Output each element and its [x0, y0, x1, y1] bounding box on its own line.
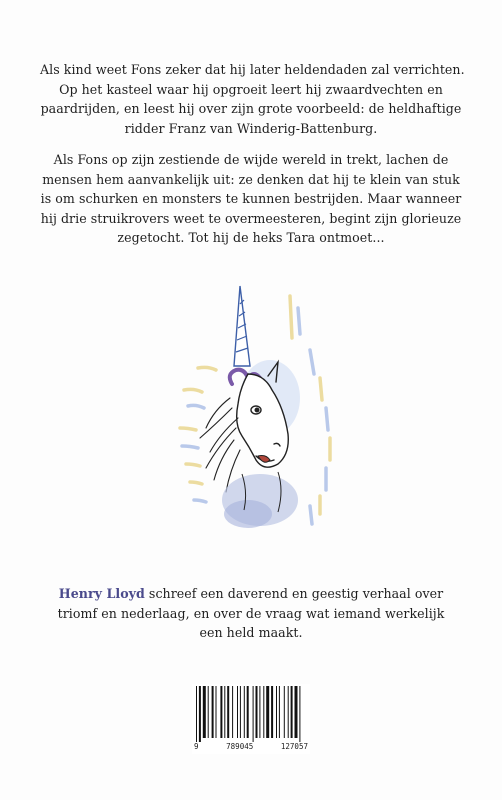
barcode-bar — [279, 686, 280, 738]
barcode-bar — [256, 686, 258, 738]
barcode-bar — [216, 686, 217, 738]
barcode-digit-lead: 9 — [194, 742, 199, 751]
author-line-1 — [40, 584, 462, 604]
barcode-bar — [295, 686, 298, 738]
barcode-bar — [203, 686, 206, 738]
blurb-line: Op het kasteel waar hij opgroeit leert hij zwaardvechten en — [59, 81, 443, 97]
barcode-bar — [227, 686, 229, 738]
barcode-bar — [259, 686, 260, 738]
blurb-line: hij drie struikrovers weet te overmeesteren, begint zijn glorieuze — [40, 210, 462, 226]
blurb-line: Als kind weet Fons zeker dat hij later heldendaden zal verrichten. — [40, 62, 465, 77]
blurb-line: paardrijden, en leest hij over zijn grote voorbeeld: de heldhaftige — [40, 101, 462, 117]
barcode-digits-left: 789045 — [226, 742, 254, 751]
author-line-2: triomf en nederlaag, en over de vraag wat iemand werkelijk — [57, 605, 445, 621]
blurb-line: zegetocht. Tot hij de heks Tara ontmoet... — [117, 230, 385, 246]
barcode-bar — [224, 686, 225, 738]
barcode-bar — [299, 686, 300, 742]
author-paragraph — [40, 584, 462, 643]
blurb-line: ridder Franz van Winderig-Battenburg. — [124, 120, 378, 136]
blurb-line: Als Fons op zijn zestiende de wijde wereld in trekt, lachen de — [53, 152, 449, 167]
barcode-bar — [240, 686, 241, 738]
isbn-barcode — [192, 684, 310, 754]
barcode-bar — [288, 686, 289, 738]
barcode-bars — [192, 684, 310, 742]
barcode-bar — [196, 686, 197, 742]
aura-left — [180, 367, 216, 502]
unicorn-horn — [234, 286, 250, 366]
blurb-paragraph-1 — [40, 60, 465, 138]
barcode-bar — [253, 686, 254, 742]
blurb-line: is om schurken en monsters te kunnen bestrijden. Maar wanneer — [40, 191, 462, 207]
barcode-bar — [199, 686, 201, 742]
blurb-line: mensen hem aanvankelijk uit: ze denken dat hij te klein van stuk — [42, 171, 460, 187]
barcode-digits-right: 127057 — [280, 742, 308, 751]
barcode-digits — [192, 742, 310, 751]
barcode-bar — [291, 686, 293, 738]
barcode-bar — [237, 686, 238, 738]
barcode-bar — [220, 686, 222, 738]
barcode-bar — [208, 686, 209, 738]
barcode-bar — [212, 686, 214, 738]
author-name: Henry Lloyd — [58, 586, 145, 601]
blurb-paragraph-2 — [40, 150, 462, 248]
author-line-1-rest: schreef een daverend en geestig verhaal over — [144, 586, 444, 601]
barcode-bar — [263, 686, 264, 738]
barcode-bar — [271, 686, 273, 738]
barcode-bar — [284, 686, 285, 738]
unicorn-illustration — [160, 278, 350, 540]
barcode-bar — [247, 686, 249, 738]
barcode-bar — [232, 686, 233, 738]
barcode-bar — [276, 686, 277, 738]
barcode-bar — [266, 686, 269, 738]
author-line-3: een held maakt. — [199, 625, 303, 641]
barcode-bar — [244, 686, 245, 738]
unicorn-neck — [200, 398, 240, 492]
